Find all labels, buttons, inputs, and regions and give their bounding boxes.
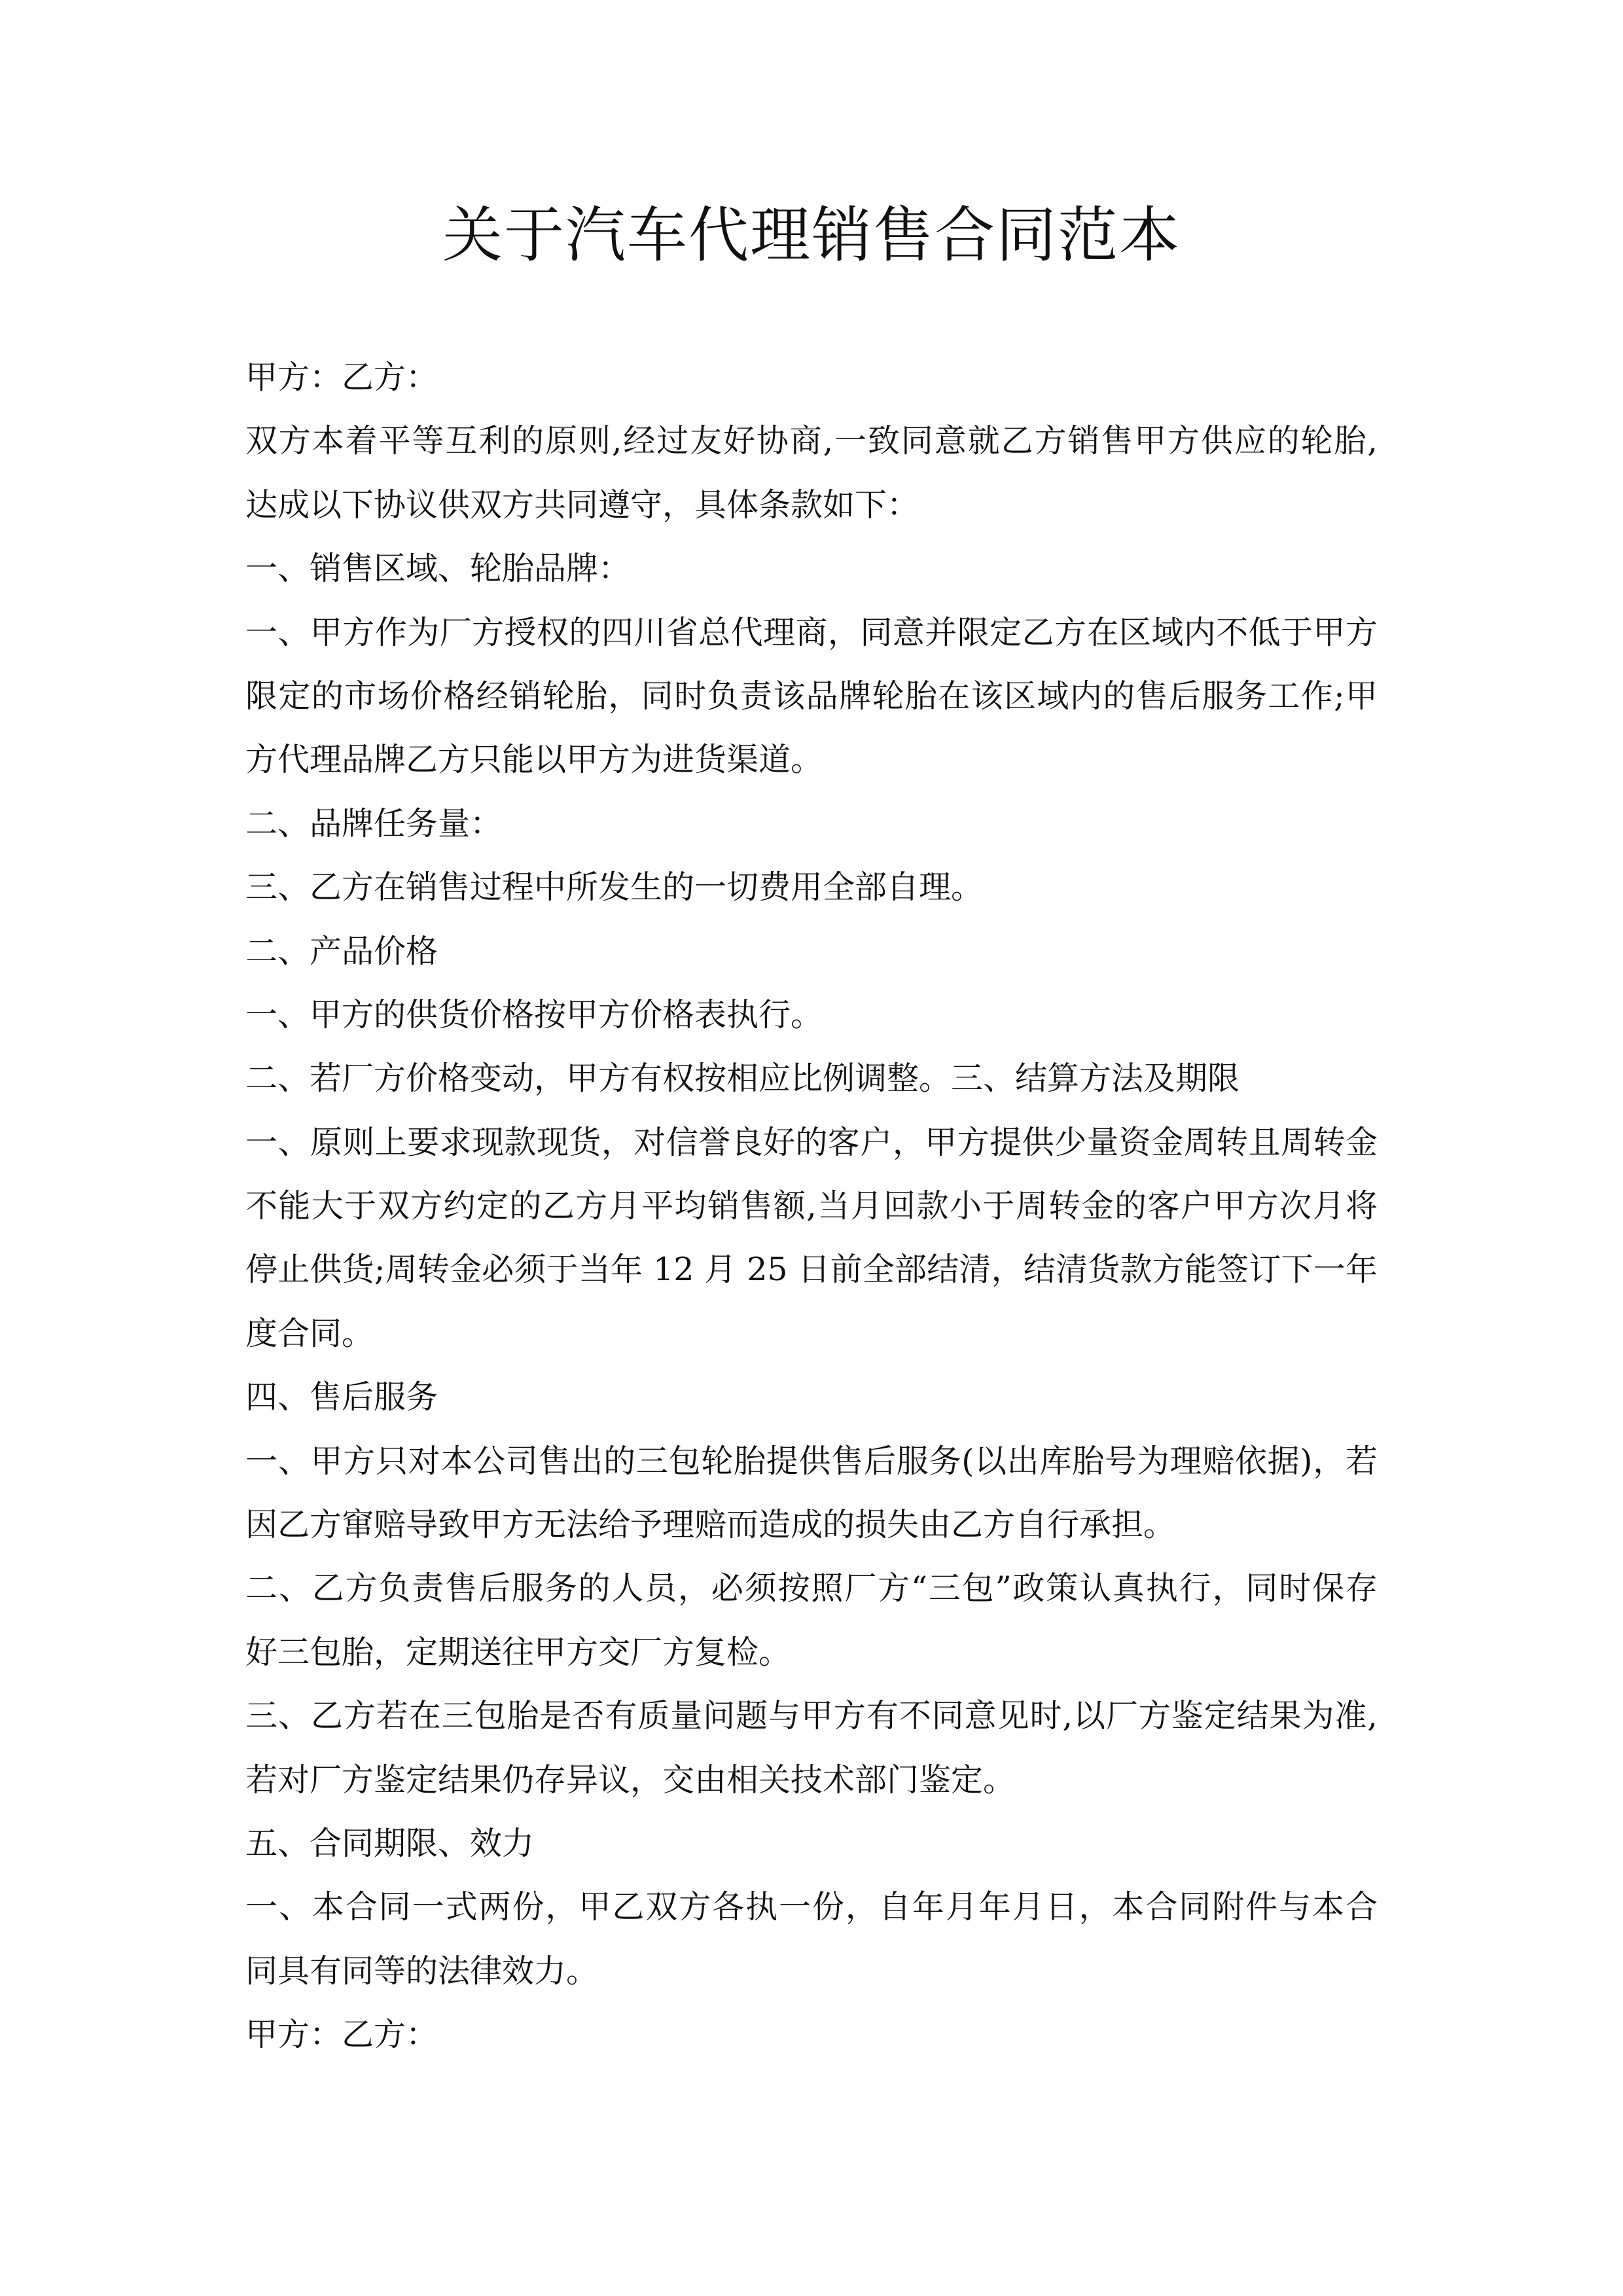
text-line: 一、甲方作为厂方授权的四川省总代理商，同意并限定乙方在区域内不低于甲方 [245, 613, 1378, 651]
paragraph [245, 2003, 1378, 2066]
paragraph [245, 1684, 1378, 1812]
paragraph [245, 409, 1378, 537]
text-line: 方代理品牌乙方只能以甲方为进货渠道。 [245, 741, 823, 779]
text-line: 一、销售区域、轮胎品牌： [245, 550, 631, 588]
text-line: 二、产品价格 [245, 932, 438, 970]
paragraph [245, 920, 1378, 983]
paragraph [245, 1365, 1378, 1429]
text-line: 同具有同等的法律效力。 [245, 1952, 599, 1990]
document-body [245, 346, 1378, 2067]
text-line: 甲方：乙方： [245, 359, 438, 396]
paragraph [245, 1875, 1378, 2003]
paragraph [245, 1111, 1378, 1366]
paragraph [245, 792, 1378, 855]
text-line: 度合同。 [245, 1314, 374, 1352]
text-line: 双方本着平等互利的原则,经过友好协商,一致同意就乙方销售甲方供应的轮胎, [245, 422, 1378, 460]
text-line: 一、原则上要求现款现货，对信誉良好的客户，甲方提供少量资金周转且周转金 [245, 1123, 1378, 1161]
paragraph [245, 1812, 1378, 1875]
text-line: 一、甲方的供货价格按甲方价格表执行。 [245, 996, 823, 1033]
paragraph [245, 1047, 1378, 1110]
text-line: 好三包胎，定期送往甲方交厂方复检。 [245, 1633, 791, 1671]
text-line: 一、甲方只对本公司售出的三包轮胎提供售后服务(以出库胎号为理赔依据)，若 [245, 1442, 1378, 1480]
paragraph [245, 1556, 1378, 1684]
text-line: 不能大于双方约定的乙方月平均销售额,当月回款小于周转金的客户甲方次月将 [245, 1187, 1378, 1225]
text-line: 停止供货;周转金必须于当年 12 月 25 日前全部结清，结清货款方能签订下一年 [245, 1251, 1378, 1289]
text-line: 二、品牌任务量： [245, 804, 503, 842]
text-line: 三、乙方在销售过程中所发生的一切费用全部自理。 [245, 869, 984, 906]
paragraph [245, 1429, 1378, 1557]
paragraph [245, 601, 1378, 792]
text-line: 限定的市场价格经销轮胎，同时负责该品牌轮胎在该区域内的售后服务工作;甲 [245, 677, 1378, 715]
text-line: 达成以下协议供双方共同遵守，具体条款如下： [245, 486, 919, 524]
text-line: 四、售后服务 [245, 1378, 438, 1416]
paragraph [245, 346, 1378, 409]
text-line: 若对厂方鉴定结果仍存异议，交由相关技术部门鉴定。 [245, 1761, 1016, 1799]
text-line: 因乙方窜赔导致甲方无法给予理赔而造成的损失由乙方自行承担。 [245, 1506, 1176, 1544]
paragraph [245, 537, 1378, 600]
text-line: 二、乙方负责售后服务的人员，必须按照厂方“三包”政策认真执行，同时保存 [245, 1570, 1378, 1607]
paragraph [245, 983, 1378, 1047]
document-title: 关于汽车代理销售合同范本 [442, 200, 1181, 270]
text-line: 二、若厂方价格变动，甲方有权按相应比例调整。三、结算方法及期限 [245, 1060, 1240, 1098]
text-line: 一、本合同一式两份，甲乙双方各执一份，自年月年月日，本合同附件与本合 [245, 1888, 1378, 1926]
text-line: 五、合同期限、效力 [245, 1824, 535, 1862]
paragraph [245, 855, 1378, 919]
text-line: 三、乙方若在三包胎是否有质量问题与甲方有不同意见时,以厂方鉴定结果为准, [245, 1697, 1378, 1735]
text-line: 甲方：乙方： [245, 2016, 438, 2054]
